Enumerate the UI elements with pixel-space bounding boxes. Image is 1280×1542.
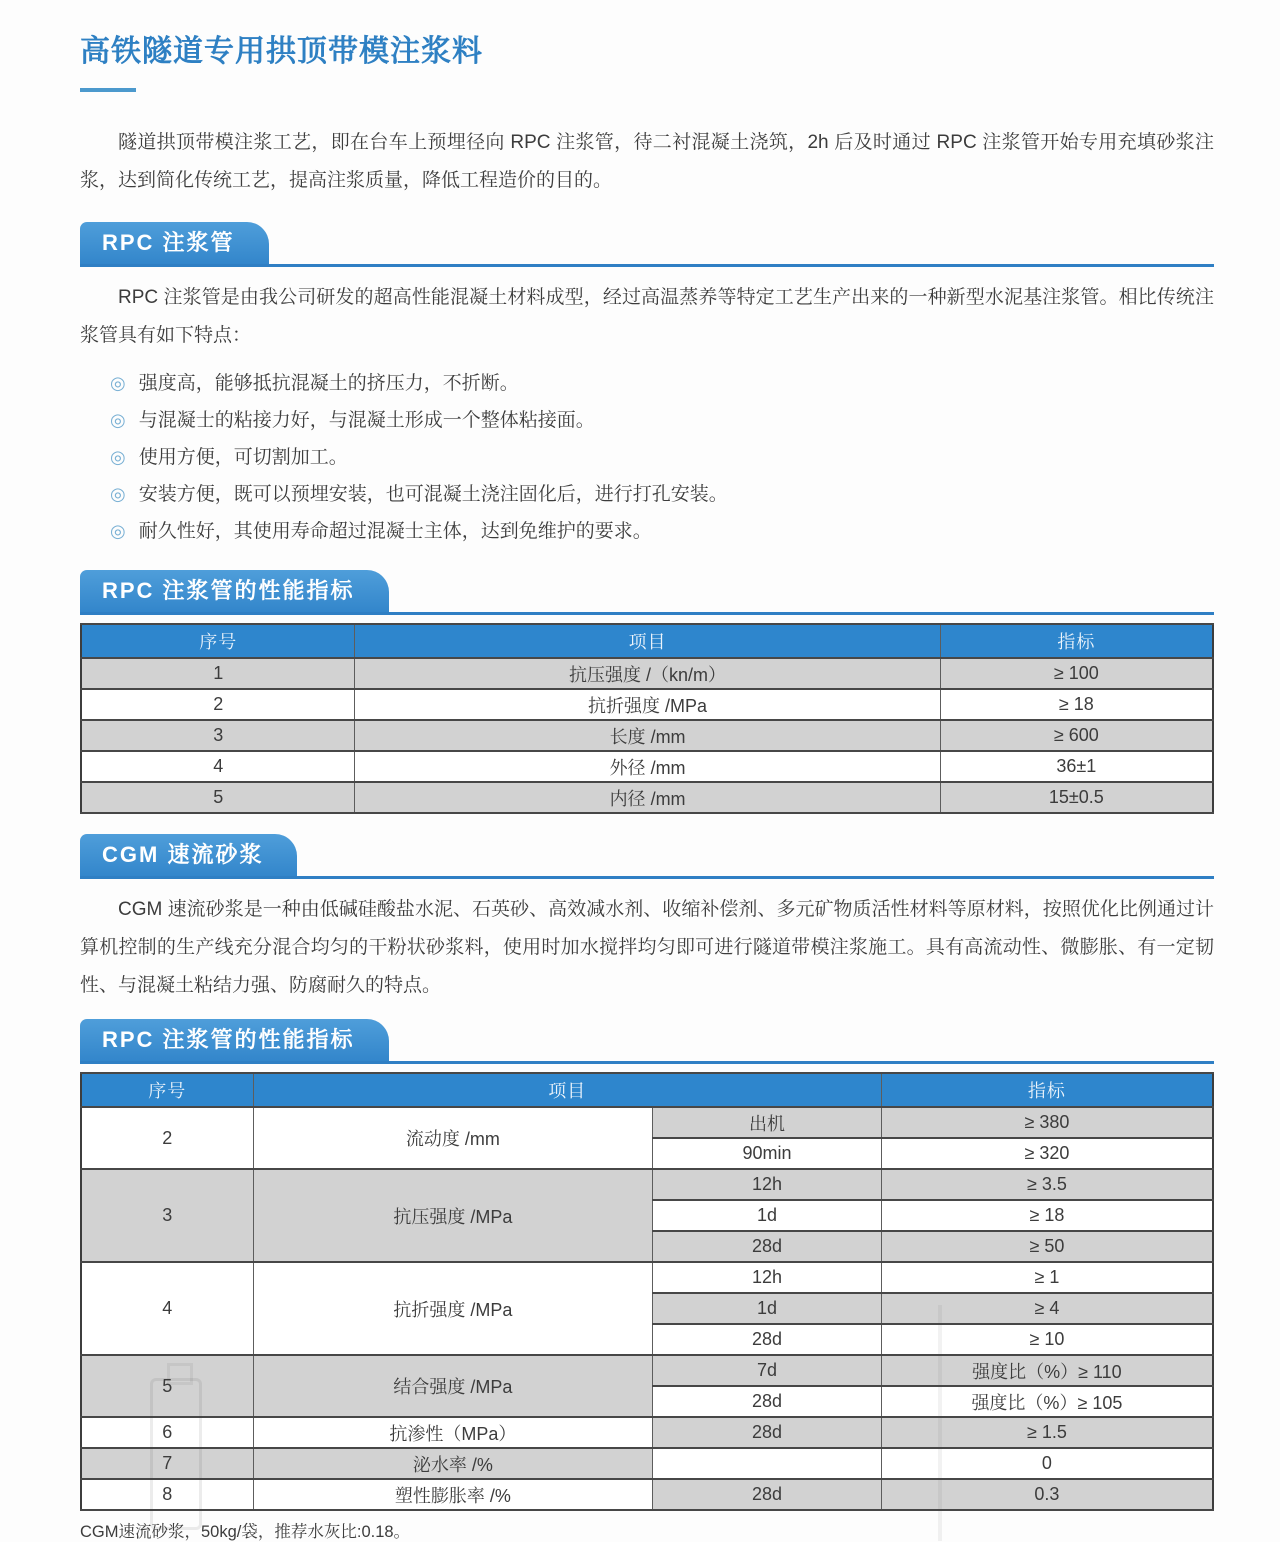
table-cell-value: ≥ 1.5 <box>881 1417 1213 1448</box>
feature-bullet-text: 强度高，能够抵抗混凝土的挤压力，不折断。 <box>138 373 519 394</box>
table-cell: 3 <box>81 720 355 751</box>
table-cell-period: 28d <box>653 1417 882 1448</box>
table-cell-period: 28d <box>653 1324 882 1355</box>
feature-bullet-item <box>110 402 1214 439</box>
table-row <box>81 658 1213 689</box>
table-cell-period: 12h <box>653 1169 882 1200</box>
title-underline <box>80 88 136 92</box>
table-row <box>81 1262 1213 1293</box>
table-row <box>81 1107 1213 1138</box>
table-cell-value: ≥ 3.5 <box>881 1169 1213 1200</box>
feature-bullet-text: 安装方便，既可以预埋安装，也可混凝土浇注固化后，进行打孔安装。 <box>138 484 728 505</box>
table-cell-value: 强度比（%）≥ 110 <box>881 1355 1213 1386</box>
table-cell: 长度 /mm <box>355 720 940 751</box>
table-cell-serial: 4 <box>81 1262 253 1355</box>
footer-note: CGM速流砂浆，50kg/袋，推荐水灰比:0.18。 <box>80 1523 411 1541</box>
page-title: 高铁隧道专用拱顶带模注浆料 <box>80 35 483 68</box>
table-row <box>81 1169 1213 1200</box>
table-cell-item: 塑性膨胀率 /% <box>253 1479 653 1510</box>
table-cell-period: 1d <box>653 1200 882 1231</box>
table-row <box>81 689 1213 720</box>
table-cell-value: 0.3 <box>881 1479 1213 1510</box>
table-cell-period: 90min <box>653 1138 882 1169</box>
table-cell-serial: 8 <box>81 1479 253 1510</box>
table-cell-item: 泌水率 /% <box>253 1448 653 1479</box>
table-row <box>81 720 1213 751</box>
section-badge-cgm-mortar: CGM 速流砂浆 <box>80 834 297 876</box>
table-row <box>81 1417 1213 1448</box>
feature-bullet-list <box>80 365 1214 550</box>
scan-ghost-artifact <box>938 1305 942 1541</box>
table-cell: 抗压强度 /（kn/m） <box>355 658 940 689</box>
table-cell: 4 <box>81 751 355 782</box>
table-cell: 15±0.5 <box>940 782 1213 813</box>
table-cell-value: ≥ 1 <box>881 1262 1213 1293</box>
feature-bullet-text: 使用方便，可切割加工。 <box>138 447 348 468</box>
column-header-no: 序号 <box>81 624 355 658</box>
column-header-index: 指标 <box>881 1073 1213 1107</box>
table-cell-value: ≥ 10 <box>881 1324 1213 1355</box>
ring-bullet-icon: ◎ <box>110 447 126 467</box>
table-cell-value: 0 <box>881 1448 1213 1479</box>
table-header-row <box>81 1073 1213 1107</box>
ring-bullet-icon: ◎ <box>110 373 126 393</box>
table-cell-serial: 2 <box>81 1107 253 1169</box>
table-cell-value: ≥ 4 <box>881 1293 1213 1324</box>
rpc-pipe-performance-table <box>80 623 1214 814</box>
table-cell-period: 28d <box>653 1386 882 1417</box>
table-row <box>81 782 1213 813</box>
table-cell-value: ≥ 18 <box>881 1200 1213 1231</box>
ring-bullet-icon: ◎ <box>110 410 126 430</box>
feature-bullet-text: 与混凝士的粘接力好，与混凝土形成一个整体粘接面。 <box>138 410 595 431</box>
section-rule <box>80 222 1214 267</box>
table-cell: 抗折强度 /MPa <box>355 689 940 720</box>
table-cell: 5 <box>81 782 355 813</box>
feature-bullet-text: 耐久性好，其使用寿命超过混凝士主体，达到免维护的要求。 <box>138 521 652 542</box>
table-row <box>81 1355 1213 1386</box>
table-cell: ≥ 100 <box>940 658 1213 689</box>
table-cell: 内径 /mm <box>355 782 940 813</box>
table-row <box>81 1448 1213 1479</box>
table-cell-item: 抗压强度 /MPa <box>253 1169 653 1262</box>
ring-bullet-icon: ◎ <box>110 484 126 504</box>
ring-bullet-icon: ◎ <box>110 521 126 541</box>
column-header-item: 项目 <box>355 624 940 658</box>
section-rule <box>80 570 1214 615</box>
feature-bullet-item <box>110 513 1214 550</box>
table-cell-value: ≥ 320 <box>881 1138 1213 1169</box>
section-rule <box>80 1019 1214 1064</box>
section-rule <box>80 834 1214 879</box>
table-cell: 1 <box>81 658 355 689</box>
section-badge-rpc-performance: RPC 注浆管的性能指标 <box>80 570 389 612</box>
table-cell-item: 流动度 /mm <box>253 1107 653 1169</box>
table-cell-serial: 6 <box>81 1417 253 1448</box>
table-cell-serial: 7 <box>81 1448 253 1479</box>
table-cell-period: 7d <box>653 1355 882 1386</box>
column-header-no: 序号 <box>81 1073 253 1107</box>
table-cell-item: 抗折强度 /MPa <box>253 1262 653 1355</box>
table-cell-value: ≥ 50 <box>881 1231 1213 1262</box>
table-row <box>81 751 1213 782</box>
table-cell: ≥ 600 <box>940 720 1213 751</box>
scan-ghost-artifact <box>150 1378 202 1530</box>
table-cell: ≥ 18 <box>940 689 1213 720</box>
table-cell: 2 <box>81 689 355 720</box>
rpc-pipe-description: RPC 注浆管是由我公司研发的超高性能混凝土材料成型，经过高温蒸养等特定工艺生产出来的一种新型水泥基注浆管。相比传统注浆管具有如下特点： <box>80 287 1214 346</box>
column-header-item: 项目 <box>253 1073 881 1107</box>
intro-paragraph: 隧道拱顶带模注浆工艺，即在台车上预埋径向 RPC 注浆管，待二衬混凝土浇筑，2h 后及时通过 RPC 注浆管开始专用充填砂浆注浆，达到简化传统工艺，提高注浆质量，降低工程造价的目的。 <box>80 132 1214 191</box>
table-cell-period: 28d <box>653 1231 882 1262</box>
cgm-mortar-description: CGM 速流砂浆是一种由低碱硅酸盐水泥、石英砂、高效减水剂、收缩补偿剂、多元矿物质活性材料等原材料，按照优化比例通过计算机控制的生产线充分混合均匀的干粉状砂浆料，使用时加水搅拌均匀即可进行隧道带模注浆施工。具有高流动性、微膨胀、有一定韧性、与混凝土粘结力强、防腐耐久的特点。 <box>80 899 1214 996</box>
table-cell-value: 强度比（%）≥ 105 <box>881 1386 1213 1417</box>
table-cell-period: 1d <box>653 1293 882 1324</box>
section-badge-cgm-performance: RPC 注浆管的性能指标 <box>80 1019 389 1061</box>
cgm-mortar-performance-table <box>80 1072 1214 1511</box>
feature-bullet-item <box>110 365 1214 402</box>
feature-bullet-item <box>110 476 1214 513</box>
table-cell-value: ≥ 380 <box>881 1107 1213 1138</box>
table-cell-period: 12h <box>653 1262 882 1293</box>
table-cell-item: 结合强度 /MPa <box>253 1355 653 1417</box>
table-cell-serial: 3 <box>81 1169 253 1262</box>
table-cell: 36±1 <box>940 751 1213 782</box>
table-header-row <box>81 624 1213 658</box>
table-cell-period: 28d <box>653 1479 882 1510</box>
table-cell: 外径 /mm <box>355 751 940 782</box>
feature-bullet-item <box>110 439 1214 476</box>
section-badge-rpc-pipe: RPC 注浆管 <box>80 222 269 264</box>
table-cell-serial: 5 <box>81 1355 253 1417</box>
table-cell-period <box>653 1448 882 1479</box>
table-cell-item: 抗渗性（MPa） <box>253 1417 653 1448</box>
table-row <box>81 1479 1213 1510</box>
table-cell-period: 出机 <box>653 1107 882 1138</box>
column-header-index: 指标 <box>940 624 1213 658</box>
